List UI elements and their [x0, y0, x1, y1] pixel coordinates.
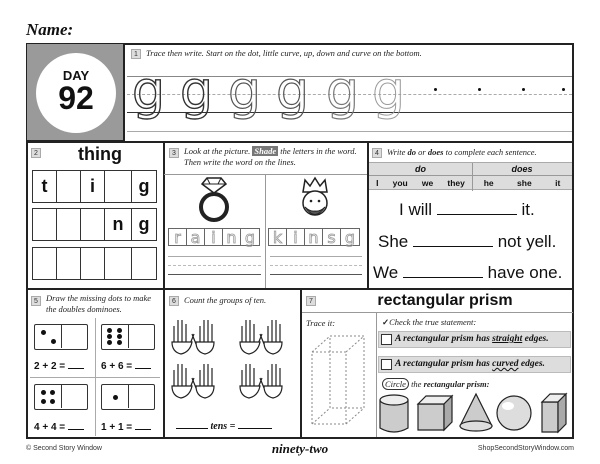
equation: 6 + 6 =: [101, 360, 151, 372]
start-dot: [562, 88, 565, 91]
letter-box-g[interactable]: g: [131, 208, 157, 241]
check-instruction: ✓Check the true statement:: [382, 317, 477, 327]
letter-tile[interactable]: g: [240, 228, 260, 246]
shapes-row: [378, 392, 572, 434]
domino: [101, 324, 155, 350]
letter-box[interactable]: [56, 170, 81, 203]
word-bank: do does I you we they he she it: [369, 162, 572, 190]
letter-box-n[interactable]: n: [104, 208, 132, 241]
equation: 2 + 2 =: [34, 360, 84, 372]
letter-box[interactable]: [56, 247, 81, 280]
letter-box-t[interactable]: t: [32, 170, 57, 203]
trace-letter-5: g: [326, 61, 360, 121]
tens-answer: tens =: [176, 420, 272, 432]
section-number: 7: [306, 296, 316, 306]
equation: 4 + 4 =: [34, 421, 84, 433]
letter-tile[interactable]: g: [340, 228, 360, 246]
sentence-1: I will it.: [399, 200, 535, 219]
name-label: Name:: [26, 20, 74, 39]
trace-letter-4: g: [276, 61, 310, 121]
section-6-instruction: Count the groups of ten.: [184, 295, 267, 305]
section-4-instruction: Write do or does to complete each sentence.: [387, 147, 537, 157]
section-number: 1: [131, 49, 141, 59]
domino: [101, 384, 155, 410]
trace-letter-6: g: [372, 61, 406, 121]
answer-blank[interactable]: [403, 264, 483, 278]
start-dot: [434, 88, 437, 91]
letter-box[interactable]: [32, 208, 57, 241]
start-dot: [478, 88, 481, 91]
letter-box-i[interactable]: i: [80, 170, 105, 203]
section-number: 3: [169, 148, 179, 158]
section-5-instruction: Draw the missing dots to make the doubles dominoes.: [46, 293, 152, 314]
letter-box[interactable]: [104, 247, 132, 280]
cone-icon: [460, 394, 492, 431]
sentence-3: We have one.: [373, 263, 563, 282]
section-number: 5: [31, 296, 41, 306]
section-3-instruction: Look at the picture. Shade the letters in the word. Then write the word on the lines.: [184, 146, 357, 167]
footer-website: ShopSecondStoryWindow.com: [477, 445, 574, 452]
page-word-number: ninety-two: [271, 441, 329, 456]
shade-word: Shade: [254, 146, 277, 156]
answer-blank[interactable]: [413, 233, 493, 247]
equation: 1 + 1 =: [101, 421, 151, 433]
sphere-icon: [497, 396, 531, 430]
ring-image: [195, 176, 233, 222]
circle-instruction: Circle the rectangular prism:: [382, 379, 489, 390]
letter-tile[interactable]: a: [186, 228, 205, 246]
letter-tile[interactable]: i: [286, 228, 305, 246]
king-image: [295, 176, 335, 222]
section-1-instruction: Trace then write. Start on the dot, little curve, up, down and curve on the bottom.: [146, 48, 422, 58]
checkbox[interactable]: [381, 359, 392, 370]
cube-icon: [418, 396, 452, 430]
trace-letter-2: g: [180, 61, 214, 121]
day-badge: [27, 44, 125, 142]
statement-1: A rectangular prism has straight edges.: [378, 331, 571, 348]
letter-box[interactable]: [131, 247, 157, 280]
letter-box[interactable]: [32, 247, 57, 280]
letter-box[interactable]: [104, 170, 132, 203]
letter-tile[interactable]: i: [204, 228, 223, 246]
letter-box[interactable]: [80, 208, 105, 241]
start-dot: [522, 88, 525, 91]
domino: [34, 324, 88, 350]
section-number: 2: [31, 148, 41, 158]
statement-2: A rectangular prism has curved edges.: [378, 356, 571, 373]
col-does: does: [511, 164, 533, 174]
footer-copyright: © Second Story Window: [26, 445, 102, 452]
trace-it-label: Trace it:: [306, 318, 336, 328]
hands-icon: [168, 312, 296, 402]
letter-tile[interactable]: n: [304, 228, 323, 246]
letter-box[interactable]: [80, 247, 105, 280]
letter-box[interactable]: [56, 208, 81, 241]
section-7-title: rectangular prism: [377, 292, 513, 309]
section-number: 6: [169, 296, 179, 306]
trace-letter-3: g: [228, 61, 262, 121]
sentence-2: She not yell.: [378, 232, 557, 251]
letter-tile[interactable]: r: [168, 228, 187, 246]
dashed-prism: [308, 332, 368, 428]
cylinder-icon: [380, 395, 408, 432]
checkbox[interactable]: [381, 334, 392, 345]
word-title: thing: [78, 144, 122, 164]
day-number: 92: [58, 80, 94, 116]
letter-tile[interactable]: n: [222, 228, 241, 246]
answer-blank[interactable]: [437, 201, 517, 215]
day-label: DAY: [62, 68, 90, 83]
section-number: 4: [372, 148, 382, 158]
trace-letter-1: g: [132, 61, 166, 121]
rectangular-prism-icon: [542, 394, 566, 432]
letter-tile[interactable]: s: [322, 228, 341, 246]
domino: [34, 384, 88, 410]
col-do: do: [415, 164, 426, 174]
letter-box-g[interactable]: g: [131, 170, 157, 203]
letter-tile[interactable]: k: [268, 228, 287, 246]
